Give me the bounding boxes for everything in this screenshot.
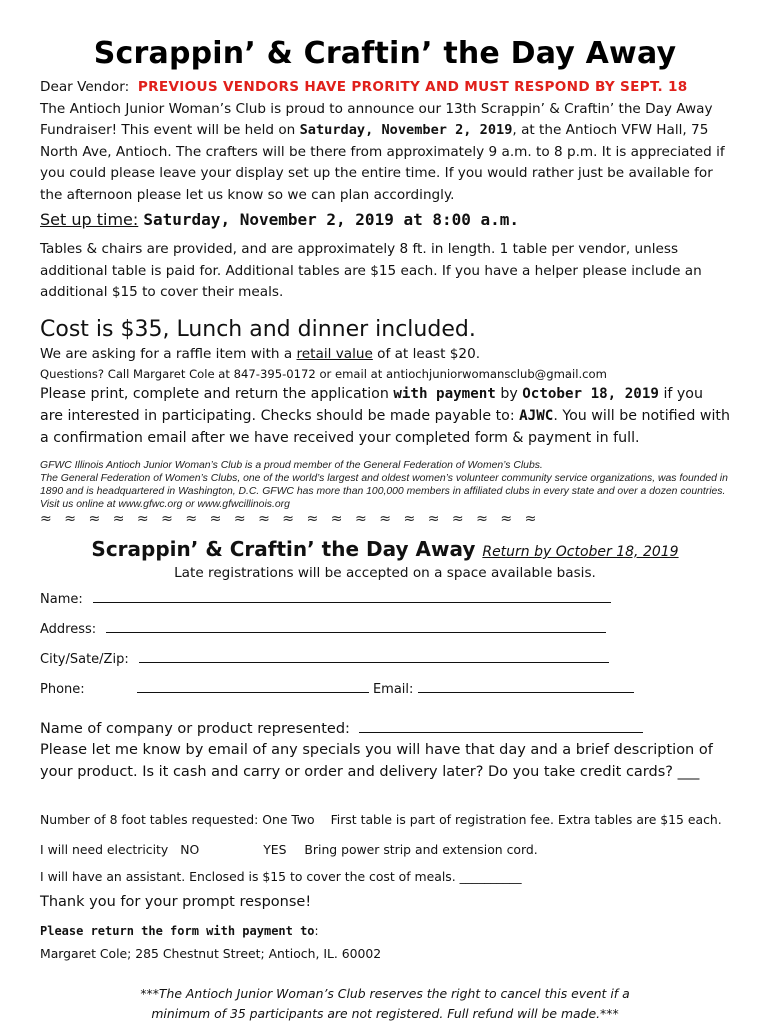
wave-divider: ≈≈≈≈≈≈≈≈≈≈≈≈≈≈≈≈≈≈≈≈≈	[40, 511, 549, 527]
event-date: Saturday, November 2, 2019	[299, 122, 513, 138]
email-label: Email:	[372, 681, 414, 697]
tables-requested-note: First table is part of registration fee. Extra tables are $15 each.	[330, 812, 722, 827]
address-label: Address:	[40, 621, 97, 637]
form-title: Scrappin’ & Craftin’ the Day Away	[91, 537, 476, 561]
instructions-text: Please print, complete and return the application	[40, 386, 394, 402]
return-instructions	[40, 921, 730, 943]
page-title: Scrappin’ & Craftin’ the Day Away	[93, 36, 677, 71]
electricity-yes[interactable]: YES	[263, 841, 287, 857]
setup-label: Set up time:	[40, 210, 139, 229]
priority-notice: PREVIOUS VENDORS HAVE PRORITY AND MUST RESPOND BY SEPT. 18	[137, 79, 688, 95]
gfwc-line-1: GFWC Illinois Antioch Junior Woman’s Club is a proud member of the General Federation of Women’s Clubs.	[40, 460, 543, 471]
city-label: City/Sate/Zip:	[40, 651, 129, 667]
tables-paragraph: Tables & chairs are provided, and are approximately 8 ft. in length. 1 table per vendor, unless additional table is paid for. Additional tables are $15 each. If you have a helper please include an additional $15 to cover their meals.	[40, 241, 702, 300]
specials-question: Please let me know by email of any specials you will have that day and a brief description of your product. Is it cash and carry or order and delivery later? Do you take credit cards? ___	[40, 742, 713, 780]
name-field[interactable]	[93, 588, 611, 603]
late-registrations: Late registrations will be accepted on a space available basis.	[174, 565, 596, 581]
name-label: Name:	[40, 591, 83, 607]
reservation-notice: ***The Antioch Junior Woman’s Club reserves the right to cancel this event if a minimum of 35 participants are not registered. Full refund will be made.***	[140, 986, 630, 1021]
intro-text: The Antioch Junior Woman’s Club is proud to announce our 13th Scrappin’ & Craftin’ the Day Away Fundraiser! This event will be held on	[40, 100, 713, 138]
cost-heading: Cost is $35, Lunch and dinner included.	[40, 316, 476, 342]
instructions-payable: if you are interested in participating. Checks should be made payable to:	[40, 386, 703, 424]
setup-time	[40, 210, 730, 229]
return-by: Return by October 18, 2019	[482, 544, 679, 560]
salutation: Dear Vendor:	[40, 79, 130, 95]
company-label: Name of company or product represented:	[40, 720, 350, 737]
payee: AJWC	[519, 408, 554, 424]
gfwc-info	[40, 459, 730, 511]
city-row	[40, 645, 730, 675]
questions-line: Questions? Call Margaret Cole at 847-395-0172 or email at antiochjuniorwomansclub@gmail.com	[40, 367, 607, 381]
phone-label: Phone:	[40, 681, 85, 697]
address-field[interactable]	[106, 618, 606, 633]
salutation-line	[40, 77, 730, 99]
name-row	[40, 585, 730, 615]
instructions-paragraph	[40, 383, 730, 449]
raffle-text: We are asking for a raffle item with a	[40, 345, 297, 362]
raffle-line	[40, 344, 730, 366]
return-address: Margaret Cole; 285 Chestnut Street; Antioch, IL. 60002	[40, 945, 382, 961]
intro-paragraph	[40, 99, 730, 207]
instructions-end: . You will be notified with a confirmation email after we have received your completed form & payment in full.	[40, 408, 730, 446]
electricity-label: I will need electricity	[40, 841, 169, 857]
phone-field[interactable]	[137, 678, 369, 693]
document-page	[40, 0, 730, 1024]
gfwc-line-2: The General Federation of Women’s Clubs, one of the world’s largest and oldest women’s volunteer community service organizations, was founded in 1890 and is headquartered in Washington, D.C. GFWC has more than 100,000 members in affiliated clubs in every state and over a dozen countries. Visit us online at www.gfwc.org or www.gfwcillinois.org	[40, 473, 728, 510]
assistant-row: I will have an assistant. Enclosed is $15 to cover the cost of meals. __________	[40, 869, 522, 884]
instructions-by: by	[495, 386, 523, 402]
city-field[interactable]	[139, 648, 609, 663]
with-payment: with payment	[393, 386, 496, 402]
company-field[interactable]	[359, 717, 643, 733]
electricity-row	[40, 839, 730, 861]
form-header	[40, 537, 730, 561]
setup-value: Saturday, November 2, 2019 at 8:00 a.m.	[143, 210, 520, 229]
company-row	[40, 717, 730, 741]
raffle-text-end: of at least $20.	[372, 345, 481, 362]
deadline-date: October 18, 2019	[522, 386, 659, 402]
electricity-no[interactable]: NO	[180, 841, 200, 857]
return-colon: :	[314, 924, 319, 938]
phone-row	[40, 675, 730, 705]
return-label: Please return the form with payment to	[40, 924, 315, 938]
retail-value: retail value	[296, 345, 373, 362]
tables-requested-row	[40, 809, 730, 831]
email-field[interactable]	[418, 678, 634, 693]
electricity-note: Bring power strip and extension cord.	[304, 841, 538, 857]
address-row	[40, 615, 730, 645]
intro-text-cont: , at the Antioch VFW Hall, 75 North Ave, Antioch. The crafters will be there from approximately 9 a.m. to 8 p.m. It is appreciated if you could please leave your display set up the entire time. If you would rather just be available for the afternoon please let us know so we can plan accordingly.	[40, 122, 725, 203]
thank-you: Thank you for your prompt response!	[40, 893, 312, 910]
tables-requested-label: Number of 8 foot tables requested: One Two	[40, 812, 315, 827]
